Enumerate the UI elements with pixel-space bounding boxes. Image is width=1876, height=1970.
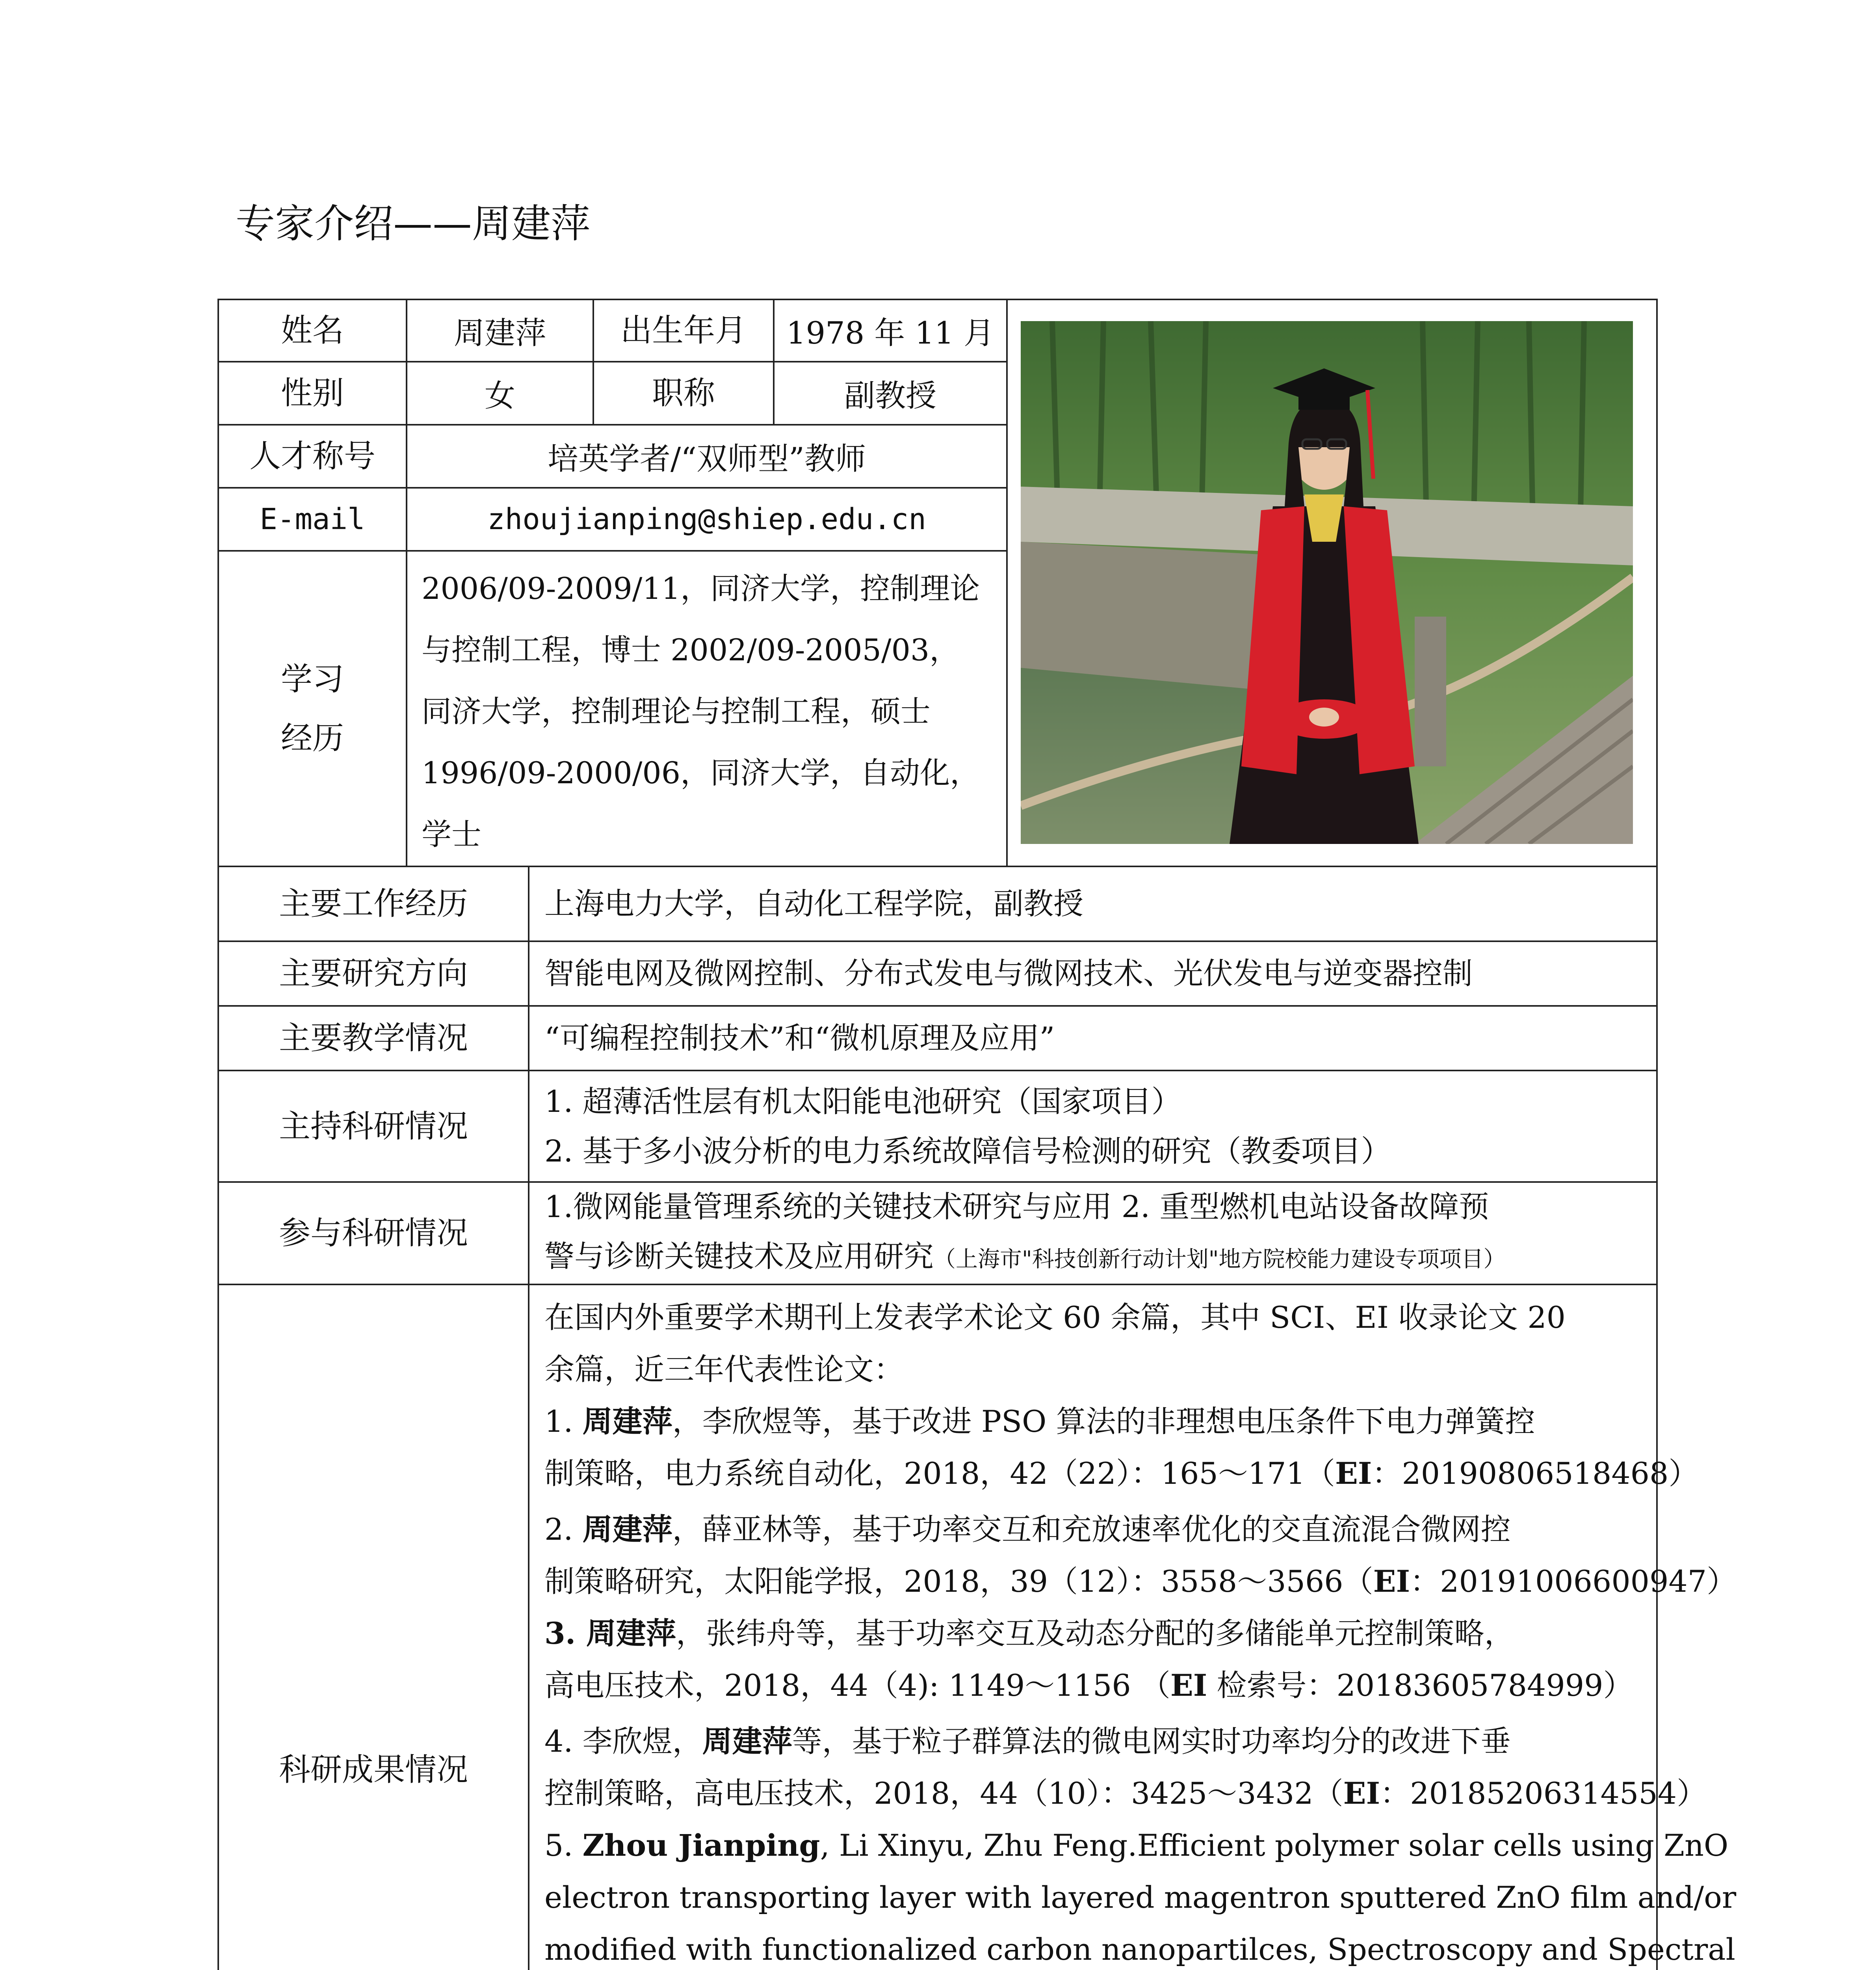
page-title: 专家介绍——周建萍 — [236, 201, 590, 247]
paper-text: ：20191006600947） — [1410, 1564, 1737, 1599]
teaching-text: “可编程控制技术”和“微机原理及应用” — [544, 1020, 1055, 1056]
paper-item — [544, 1715, 1641, 1767]
name-label: 姓名 — [217, 299, 407, 362]
name-value: 周建萍 — [406, 299, 594, 362]
portrait-illustration — [1021, 321, 1633, 844]
paper-number: 5. — [544, 1828, 583, 1863]
talent-value: 培英学者/“双师型”教师 — [406, 424, 1008, 489]
paper-item — [544, 1396, 1641, 1448]
paper-text: 高电压技术，2018，44（4): 1149～1156 （ — [544, 1668, 1170, 1703]
paper-author: Zhou Jianping — [582, 1828, 820, 1863]
paper-item — [544, 1660, 1641, 1712]
paper-number: 1. — [544, 1404, 583, 1439]
host-research-line: 1. 超薄活性层有机太阳能电池研究（国家项目） — [544, 1084, 1181, 1119]
work-text: 上海电力大学，自动化工程学院，副教授 — [544, 886, 1083, 921]
paper-text: 控制策略，高电压技术，2018，44（10）：3425～3432（ — [544, 1776, 1343, 1811]
paper-item — [544, 1819, 1729, 1872]
paper-text: ，薛亚林等，基于功率交互和充放速率优化的交直流混合微网控 — [672, 1512, 1511, 1547]
education-line: 1996/09-2000/06，同济大学，自动化， — [422, 755, 980, 790]
paper-text: , Li Xinyu, Zhu Feng.Efficient polymer solar cells using ZnO — [820, 1828, 1729, 1863]
paper-text: modified with functionalized carbon nanopartilces, Spectroscopy and Spectral — [544, 1932, 1735, 1967]
email-label: E-mail — [217, 487, 407, 552]
paper-text: ：20190806518468） — [1372, 1456, 1699, 1491]
paper-author: 周建萍 — [586, 1616, 676, 1651]
paper-text: ，李欣煜等，基于改进 PSO 算法的非理想电压条件下电力弹簧控 — [672, 1404, 1535, 1439]
paper-index: EI — [1343, 1776, 1380, 1811]
paper-author: 周建萍 — [582, 1404, 672, 1439]
education-label — [217, 550, 407, 867]
work-value — [528, 866, 1658, 942]
join-research-label: 参与科研情况 — [217, 1181, 529, 1285]
title-value: 副教授 — [773, 361, 1008, 426]
talent-label: 人才称号 — [217, 424, 407, 489]
results-intro: 余篇，近三年代表性论文： — [544, 1352, 904, 1387]
paper-author: 周建萍 — [582, 1512, 672, 1547]
host-research-label: 主持科研情况 — [217, 1070, 529, 1183]
work-label: 主要工作经历 — [217, 866, 529, 942]
education-line: 学士 — [422, 817, 481, 852]
birth-label: 出生年月 — [593, 299, 775, 362]
paper-text: 制策略，电力系统自动化，2018，42（22）：165～171（ — [544, 1456, 1335, 1491]
paper-number: 3. — [544, 1616, 586, 1651]
research-label: 主要研究方向 — [217, 940, 529, 1007]
results-intro: 在国内外重要学术期刊上发表学术论文 60 余篇，其中 SCI、EI 收录论文 20 — [544, 1300, 1566, 1335]
results-label: 科研成果情况 — [217, 1284, 529, 1970]
portrait-photo — [1021, 321, 1633, 844]
research-text: 智能电网及微网控制、分布式发电与微网技术、光伏发电与逆变器控制 — [544, 956, 1473, 991]
host-research-line: 2. 基于多小波分析的电力系统故障信号检测的研究（教委项目） — [544, 1133, 1391, 1169]
join-research-value — [528, 1181, 1658, 1285]
paper-text: 等，基于粒子群算法的微电网实时功率均分的改进下垂 — [792, 1724, 1511, 1759]
paper-index: EI — [1373, 1564, 1410, 1599]
paper-text: 检索号：20183605784999） — [1207, 1668, 1633, 1703]
join-research-line — [544, 1232, 1641, 1284]
education-label-2: 经历 — [281, 719, 344, 756]
paper-index: EI — [1335, 1456, 1372, 1491]
paper-text: ：20185206314554） — [1380, 1776, 1707, 1811]
paper-item — [544, 1767, 1707, 1819]
paper-index: EI — [1170, 1668, 1207, 1703]
teaching-value — [528, 1005, 1658, 1071]
join-research-source: （上海市"科技创新行动计划"地方院校能力建设专项项目） — [934, 1247, 1506, 1272]
education-line: 同济大学，控制理论与控制工程，硕士 — [422, 694, 931, 729]
education-line: 与控制工程，博士 2002/09-2005/03， — [422, 632, 960, 667]
paper-author: 周建萍 — [702, 1724, 792, 1759]
paper-text: 制策略研究，太阳能学报，2018，39（12）：3558～3566（ — [544, 1564, 1373, 1599]
results-value — [528, 1284, 1737, 1970]
paper-text: electron transporting layer with layered magentron sputtered ZnO film and/or — [544, 1880, 1737, 1915]
paper-number: 2. — [544, 1512, 583, 1547]
birth-value: 1978 年 11 月 — [773, 299, 1008, 362]
paper-item — [544, 1448, 1699, 1500]
paper-item — [544, 1556, 1737, 1608]
join-research-line: 1.微网能量管理系统的关键技术研究与应用 2. 重型燃机电站设备故障预 — [544, 1189, 1489, 1224]
education-label-1: 学习 — [281, 660, 344, 697]
teaching-label: 主要教学情况 — [217, 1005, 529, 1071]
education-line: 2006/09-2009/11，同济大学，控制理论 — [422, 571, 980, 606]
email-value: zhoujianping@shiep.edu.cn — [406, 487, 1008, 552]
profile-table — [217, 299, 1737, 1970]
paper-item — [544, 1504, 1641, 1556]
education-value — [406, 550, 1008, 867]
paper-text: 4. 李欣煜， — [544, 1724, 702, 1759]
gender-value: 女 — [406, 361, 594, 426]
research-value — [528, 940, 1658, 1007]
paper-item — [544, 1608, 1641, 1660]
join-research-line-main: 警与诊断关键技术及应用研究 — [544, 1239, 934, 1274]
host-research-value — [528, 1070, 1658, 1183]
gender-label: 性别 — [217, 361, 407, 426]
title-label: 职称 — [593, 361, 775, 426]
paper-text: ，张纬舟等，基于功率交互及动态分配的多储能单元控制策略， — [676, 1616, 1514, 1651]
